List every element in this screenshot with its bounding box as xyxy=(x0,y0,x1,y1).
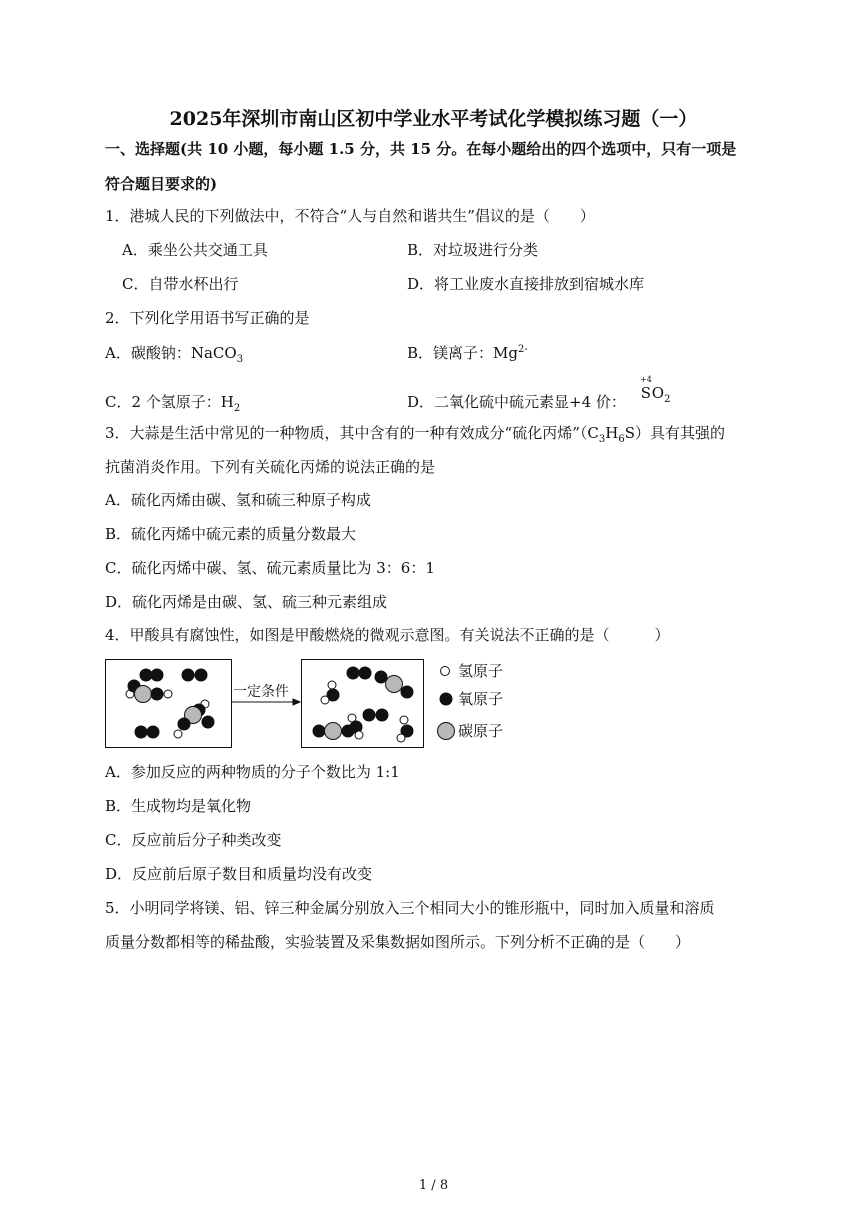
q4-option-a: A．参加反应的两种物质的分子个数比为 1:1 xyxy=(105,763,400,781)
section-heading-line1: 一、选择题(共 10 小题，每小题 1.5 分，共 15 分。在每小题给出的四个选项中，只有一项是 xyxy=(105,140,737,158)
q2-option-d: D．二氧化硫中硫元素显+4 价： xyxy=(407,393,626,411)
q3-option-c: C．硫化丙烯中碳、氢、硫元素质量比为 3：6：1 xyxy=(105,559,435,577)
legend-hydrogen-label: 氢原子 xyxy=(458,662,504,680)
q1-stem: 1．港城人民的下列做法中，不符合“人与自然和谐共生”倡议的是（ ） xyxy=(105,207,595,225)
legend-oxygen-marker xyxy=(440,693,452,705)
q3-stem-line2: 抗菌消炎作用。下列有关硫化丙烯的说法正确的是 xyxy=(105,458,436,476)
q1-option-b: B．对垃圾进行分类 xyxy=(407,241,539,259)
q2-stem: 2．下列化学用语书写正确的是 xyxy=(105,309,310,327)
legend-carbon-label: 碳原子 xyxy=(458,722,504,740)
reaction-condition-label: 一定条件 xyxy=(233,684,289,700)
q5-stem-line2: 质量分数都相等的稀盐酸，实验装置及采集数据如图所示。下列分析不正确的是（ ） xyxy=(105,933,691,951)
reactants-box xyxy=(105,659,232,748)
legend-oxygen-label: 氧原子 xyxy=(458,690,504,708)
arrow-head xyxy=(293,699,300,705)
q5-stem-line1: 5．小明同学将镁、铝、锌三种金属分别放入三个相同大小的锥形瓶中，同时加入质量和溶质 xyxy=(105,899,715,917)
q3-option-d: D．硫化丙烯是由碳、氢、硫三种元素组成 xyxy=(105,593,388,611)
page-number: 1 / 8 xyxy=(418,1178,449,1193)
q1-option-a: A．乘坐公共交通工具 xyxy=(122,241,268,259)
page-title: 2025年深圳市南山区初中学业水平考试化学模拟练习题（一） xyxy=(169,108,698,130)
legend-hydrogen-marker xyxy=(441,667,450,676)
products-box xyxy=(301,659,424,748)
q4-option-c: C．反应前后分子种类改变 xyxy=(105,831,282,849)
q3-stem-line1: 3．大蒜是生活中常见的一种物质，其中含有的一种有效成分“硫化丙烯$”(C_3H_6S)$具有其强的 xyxy=(105,424,725,445)
q3-option-a: A．硫化丙烯由碳、氢和硫三种原子构成 xyxy=(105,491,371,509)
legend-carbon-marker xyxy=(438,723,455,740)
q2-option-c: C．2 个氢原子：$H_2$ xyxy=(105,393,241,414)
q2-option-a: A．碳酸钠：NaCO$_3$ xyxy=(105,344,244,365)
q4-option-b: B．生成物均是氧化物 xyxy=(105,797,252,815)
section-heading-line2: 符合题目要求的) xyxy=(105,175,218,193)
q3-option-b: B．硫化丙烯中硫元素的质量分数最大 xyxy=(105,525,357,543)
q2-valence-formula: +4 $SO_2$ xyxy=(640,375,671,406)
q1-option-d: D．将工业废水直接排放到宿城水库 xyxy=(407,275,645,293)
q2-option-b: B．镁离子：$Mg^{2-}$ xyxy=(407,344,528,362)
q4-option-d: D．反应前后原子数目和质量均没有改变 xyxy=(105,865,373,883)
q1-option-c: C．自带水杯出行 xyxy=(122,275,239,293)
q4-stem: 4．甲酸具有腐蚀性，如图是甲酸燃烧的微观示意图。有关说法不正确的是（ ） xyxy=(105,626,670,644)
